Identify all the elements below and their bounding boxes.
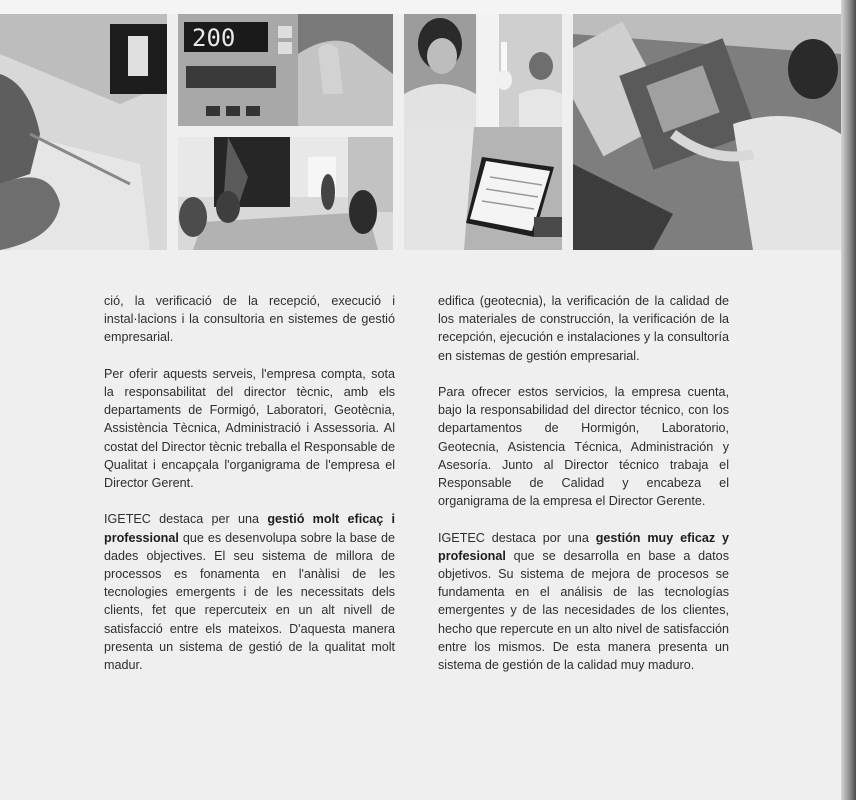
spanish-paragraph-2: Para ofrecer estos servicios, la empresa cuenta, bajo la responsabilidad del director técnico, con los departamentos de Hormigón, Laboratorio, Geotecnia, Asistencia Técnica, Administración y Asesoría. Junto al Director técnico trabaja el Responsable de Calidad y encabeza el organigrama de la empresa el Director Gerente.	[438, 385, 729, 509]
catalan-paragraph-3	[104, 510, 395, 674]
spanish-p3-emphasis: gestión muy eficaz y profesional	[438, 530, 729, 563]
book-spine-shadow	[841, 0, 856, 800]
catalan-paragraph-2: Per oferir aquests serveis, l'empresa compta, sota la responsabilitat del director tècnic, amb els departaments de Formigó, Laboratori, Geotècnia, Assistència Tècnica, Administració i Assessoria. Al costat del Director tècnic treballa el Responsable de Qualitat i encapçala l'organigrama de l'empresa el Director Gerent.	[104, 366, 395, 491]
spanish-text-column	[438, 292, 729, 692]
concrete-testing-machine-photo	[573, 14, 841, 250]
catalan-p3-intro: IGETEC destaca per una	[104, 512, 268, 527]
scale-readout: 200	[192, 24, 236, 52]
hand-writing-documents-photo	[0, 14, 167, 250]
spanish-p3-body: que se desarrolla en base a datos objetivos. Su sistema de mejora de procesos se fundamenta en el análisis de las tecnologías emergentes y de las necesidades de los clientes, hecho que repercute en un alto nivel de satisfacción entre los mismos. De esta manera presenta un sistema de gestión de la calidad muy maduro.	[438, 548, 729, 673]
spanish-paragraph-3	[438, 529, 729, 675]
catalan-paragraph-1: ció, la verificació de la recepció, execució i instal·lacions i la consultoria en sistemes de gestió empresarial.	[104, 294, 395, 345]
digital-scale-display-photo	[178, 14, 393, 126]
catalan-text-column	[104, 292, 395, 692]
catalan-p3-body: que es desenvolupa sobre la base de dades objectives. El seu sistema de millora de processos es fonamenta en l'anàlisi de les tecnologies emergents i de les necessitats dels clients, fet que repercuteix en un alt nivell de satisfacció entre els mateixos. D'aquesta manera presenta un sistema de gestió de la qualitat molt madur.	[104, 530, 395, 673]
clipboard-form-photo	[404, 127, 562, 250]
spanish-p3-intro: IGETEC destaca por una	[438, 530, 596, 545]
catalan-p3-emphasis: gestió molt eficaç i professional	[104, 512, 396, 545]
lab-technician-photo	[404, 14, 476, 127]
top-margin	[0, 0, 856, 14]
meeting-room-photo	[178, 137, 393, 250]
lab-flask-photo	[479, 14, 562, 127]
spanish-paragraph-1: edifica (geotecnia), la verificación de la calidad de los materiales de construcción, la verificación de la recepción, ejecución e instalaciones y la consultoría en sistemas de gestión empresarial.	[438, 294, 729, 363]
